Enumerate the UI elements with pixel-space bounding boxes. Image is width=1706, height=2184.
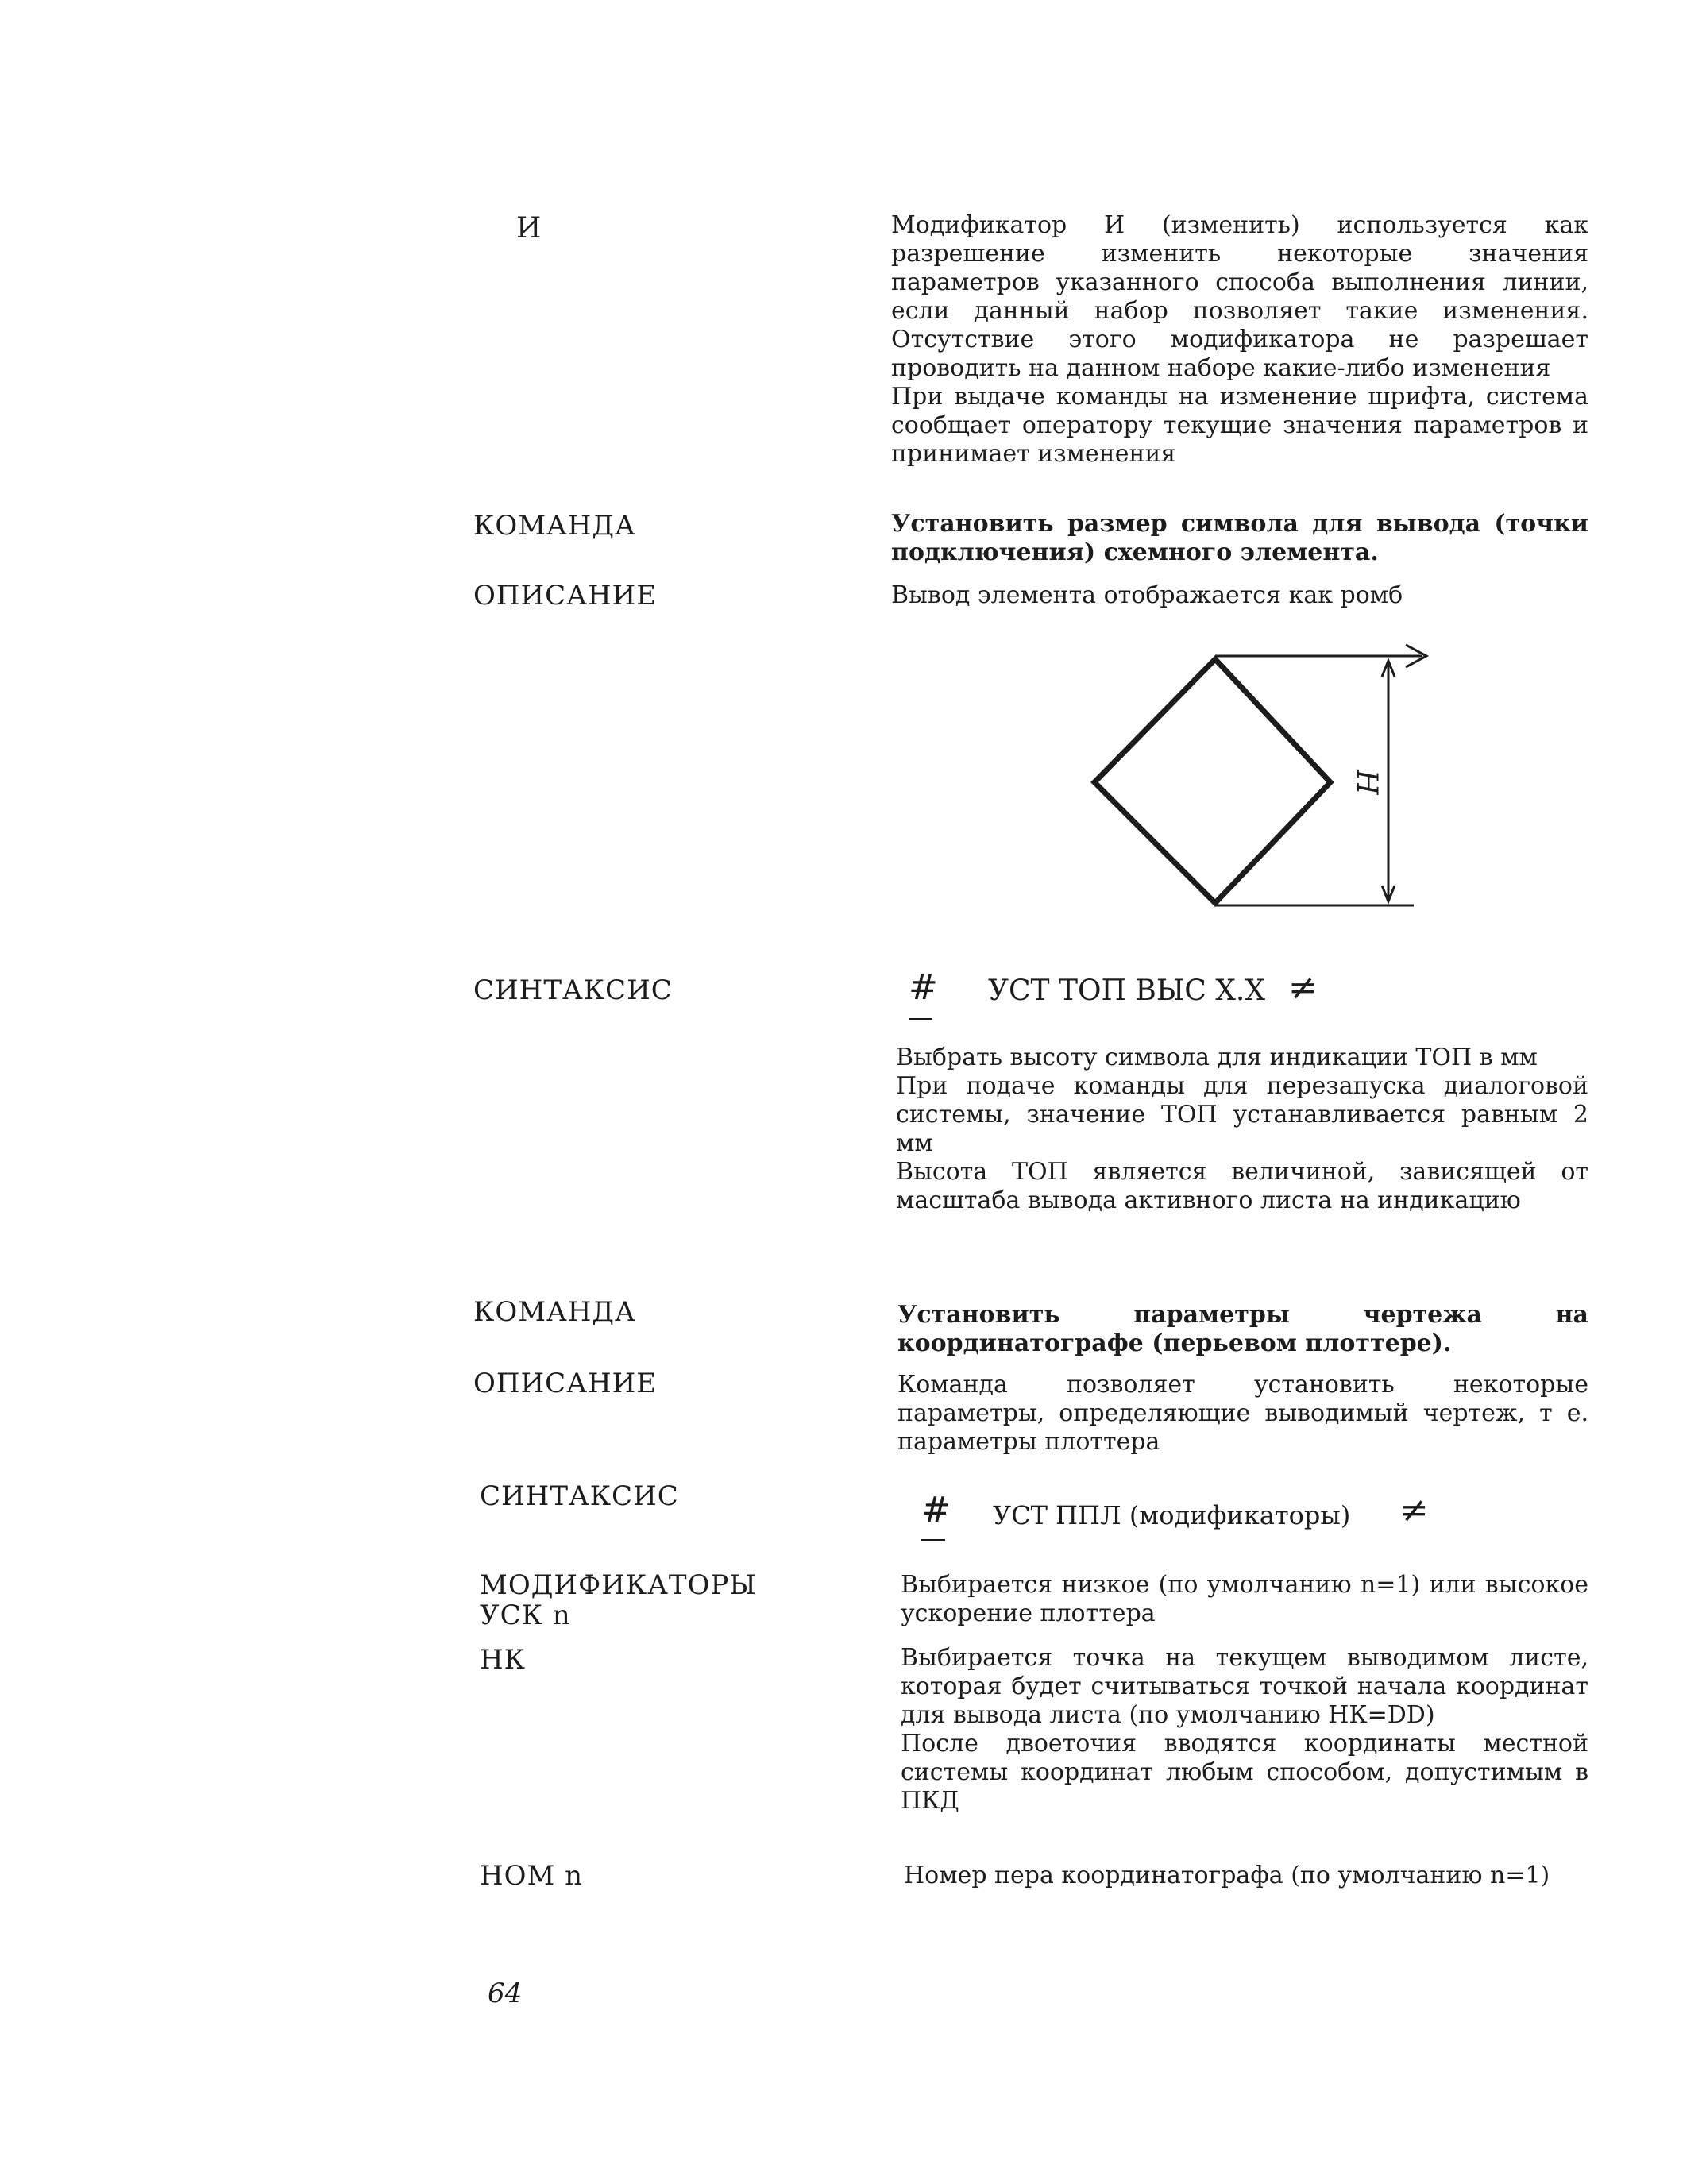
modifier-name: НОМ n — [480, 1860, 584, 1892]
description-label: ОПИСАНИЕ — [473, 1368, 658, 1399]
modifier-description — [901, 1571, 1588, 1628]
syntax-label: СИНТАКСИС — [480, 1480, 679, 1512]
paragraph: Выбирается низкое (по умолчанию n=1) или высокое ускорение плоттера — [901, 1571, 1588, 1627]
paragraph: Выбирается точка на текущем выводимом листе, которая будет считываться точкой начала координат для вывода листа (по умолчанию НК=DD) — [901, 1644, 1588, 1729]
diamond-shape — [1094, 659, 1330, 903]
command-label: КОМАНДА — [473, 510, 636, 542]
paragraph: При выдаче команды на изменение шрифта, система сообщает оператору текущие значения параметров и принимает изменения — [891, 383, 1588, 468]
modifier-description — [904, 1862, 1588, 1890]
description-label: ОПИСАНИЕ — [473, 580, 658, 612]
syntax-notes — [896, 1044, 1588, 1215]
modifier-name: УСК n — [480, 1599, 571, 1631]
height-label: H — [1350, 770, 1383, 795]
command-text: Установить параметры чертежа на координатографе (перьевом плоттере). — [897, 1301, 1588, 1357]
arrow-head — [1406, 645, 1426, 667]
page-number: 64 — [488, 1978, 523, 2009]
paragraph: После двоеточия вводятся координаты местной системы координат любым способом, допустимым в ПКД — [901, 1730, 1588, 1815]
syntax-command: УСТ ППЛ (модификаторы) — [993, 1500, 1351, 1530]
syntax-command: УСТ ТОП ВЫС X.X — [988, 974, 1265, 1007]
dimension-arrow-top — [1382, 661, 1395, 677]
hash-symbol: # — [909, 967, 938, 1008]
hash-underline — [921, 1539, 945, 1541]
modifier-name: НК — [480, 1644, 526, 1676]
modifiers-label: МОДИФИКАТОРЫ — [480, 1569, 757, 1601]
paragraph: Выбрать высоту символа для индикации ТОП в мм — [896, 1044, 1538, 1071]
syntax-label: СИНТАКСИС — [473, 974, 673, 1006]
hash-symbol: # — [921, 1490, 951, 1530]
dimension-arrow-bottom — [1382, 886, 1395, 901]
hash-underline — [909, 1018, 932, 1020]
paragraph: При подаче команды для перезапуска диалоговой системы, значение ТОП устанавливается равным 2 мм — [896, 1072, 1588, 1157]
description-text: Команда позволяет установить некоторые параметры, определяющие выводимый чертеж, т е. параметры плоттера — [897, 1371, 1588, 1456]
description-text: Вывод элемента отображается как ромб — [891, 581, 1403, 609]
command-label: КОМАНДА — [473, 1296, 636, 1328]
paragraph: Модификатор И (изменить) используется как разрешение изменить некоторые значения параметров указанного способа выполнения линии, если данный набор позволяет такие изменения. Отсутствие этого модификатора не разрешает проводить на данном наборе какие-либо изменения — [891, 211, 1588, 382]
paragraph: Номер пера координатографа (по умолчанию n=1) — [904, 1862, 1550, 1889]
terminator-symbol: ≠ — [1399, 1490, 1429, 1530]
command-text: Установить размер символа для вывода (точки подключения) схемного элемента. — [891, 510, 1588, 566]
paragraph: Высота ТОП является величиной, зависящей от масштаба вывода активного листа на индикацию — [896, 1158, 1588, 1214]
modifier-i-description — [891, 211, 1588, 469]
modifier-i-label: И — [516, 212, 542, 245]
modifier-description — [901, 1644, 1588, 1815]
terminator-symbol: ≠ — [1288, 967, 1318, 1008]
